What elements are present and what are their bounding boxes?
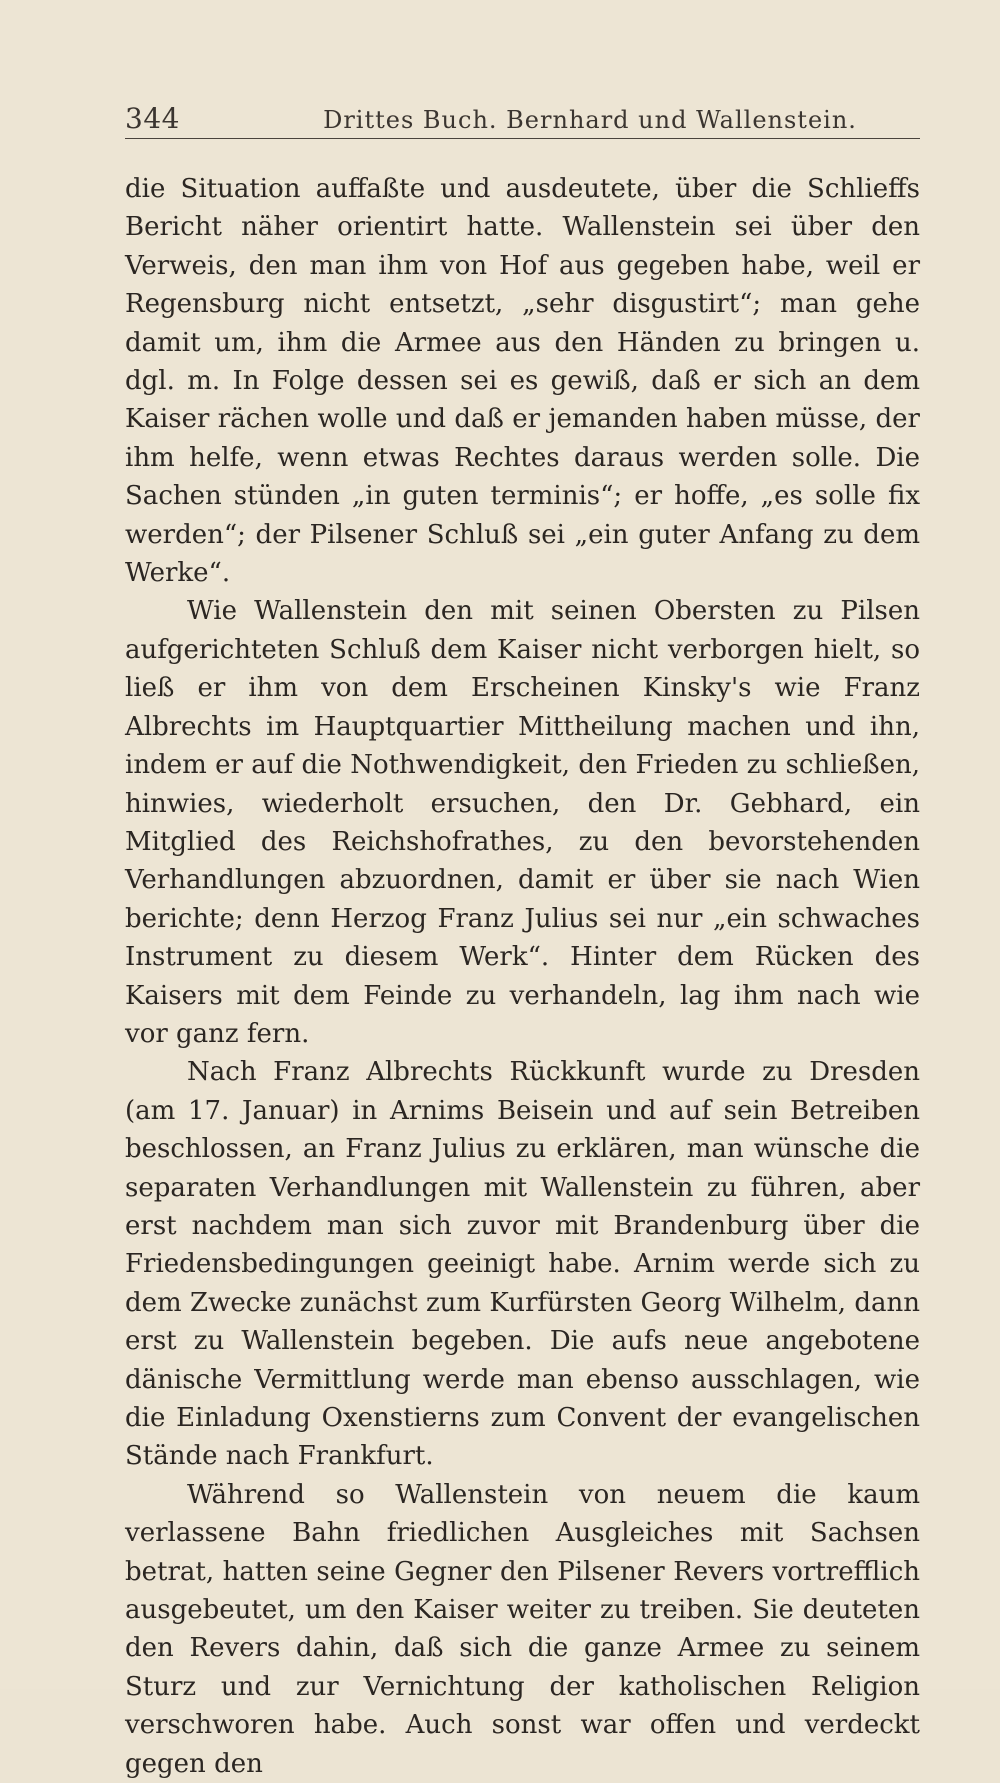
running-header	[125, 96, 920, 139]
paragraph-continued: die Situation auffaßte und ausdeutete, über die Schlieffs Bericht näher orientirt hatte. Wallenstein sei über den Verweis, den man ihm von Hof aus gegeben habe, weil er Regensburg nicht entsetzt, „sehr disgustirt“; man gehe damit um, ihm die Armee aus den Händen zu bringen u. dgl. m. In Folge dessen sei es gewiß, daß er sich an dem Kaiser rächen wolle und daß er jemanden haben müsse, der ihm helfe, wenn etwas Rechtes daraus werden solle. Die Sachen stünden „in guten terminis“; er hoffe, „es solle fix werden“; der Pilsener Schluß sei „ein guter Anfang zu dem Werke“.	[125, 174, 920, 589]
running-title: Drittes Buch. Bernhard und Wallenstein.	[323, 106, 857, 134]
page-number: 344	[125, 102, 180, 135]
paragraph-gegner-revers: Während so Wallenstein von neuem die kaum verlassene Bahn friedlichen Ausgleiches mit Sachsen betrat, hatten seine Gegner den Pilsener Revers vortrefflich ausgebeutet, um den Kaiser weiter zu treiben. Sie deuteten den Revers dahin, daß sich die ganze Armee zu seinem Sturz und zur Vernichtung der katholischen Religion verschworen habe. Auch sonst war offen und verdeckt gegen den	[125, 1479, 920, 1779]
paragraph-pilsen-schluss: Wie Wallenstein den mit seinen Obersten zu Pilsen aufgerichteten Schluß dem Kaiser nicht verborgen hielt, so ließ er ihm von dem Erscheinen Kinsky's wie Franz Albrechts im Hauptquartier Mittheilung machen und ihn, indem er auf die Nothwendigkeit, den Frieden zu schließen, hinwies, wiederholt ersuchen, den Dr. Gebhard, ein Mitglied des Reichshofrathes, zu den bevorstehenden Verhandlungen abzuordnen, damit er über sie nach Wien berichte; denn Herzog Franz Julius sei nur „ein schwaches Instrument zu diesem Werk“. Hinter dem Rücken des Kaisers mit dem Feinde zu verhandeln, lag ihm nach wie vor ganz fern.	[125, 596, 920, 1049]
paragraph-dresden-beschluss: Nach Franz Albrechts Rückkunft wurde zu Dresden (am 17. Januar) in Arnims Beisein und auf sein Betreiben beschlossen, an Franz Julius zu erklären, man wünsche die separaten Verhandlungen mit Wallenstein zu führen, aber erst nachdem man sich zuvor mit Brandenburg über die Friedensbedingungen geeinigt habe. Arnim werde sich zu dem Zwecke zunächst zum Kurfürsten Georg Wilhelm, dann erst zu Wallenstein begeben. Die aufs neue angebotene dänische Vermittlung werde man ebenso ausschlagen, wie die Einladung Oxenstierns zum Convent der evangelischen Stände nach Frankfurt.	[125, 1057, 920, 1472]
body-text	[125, 170, 920, 1783]
